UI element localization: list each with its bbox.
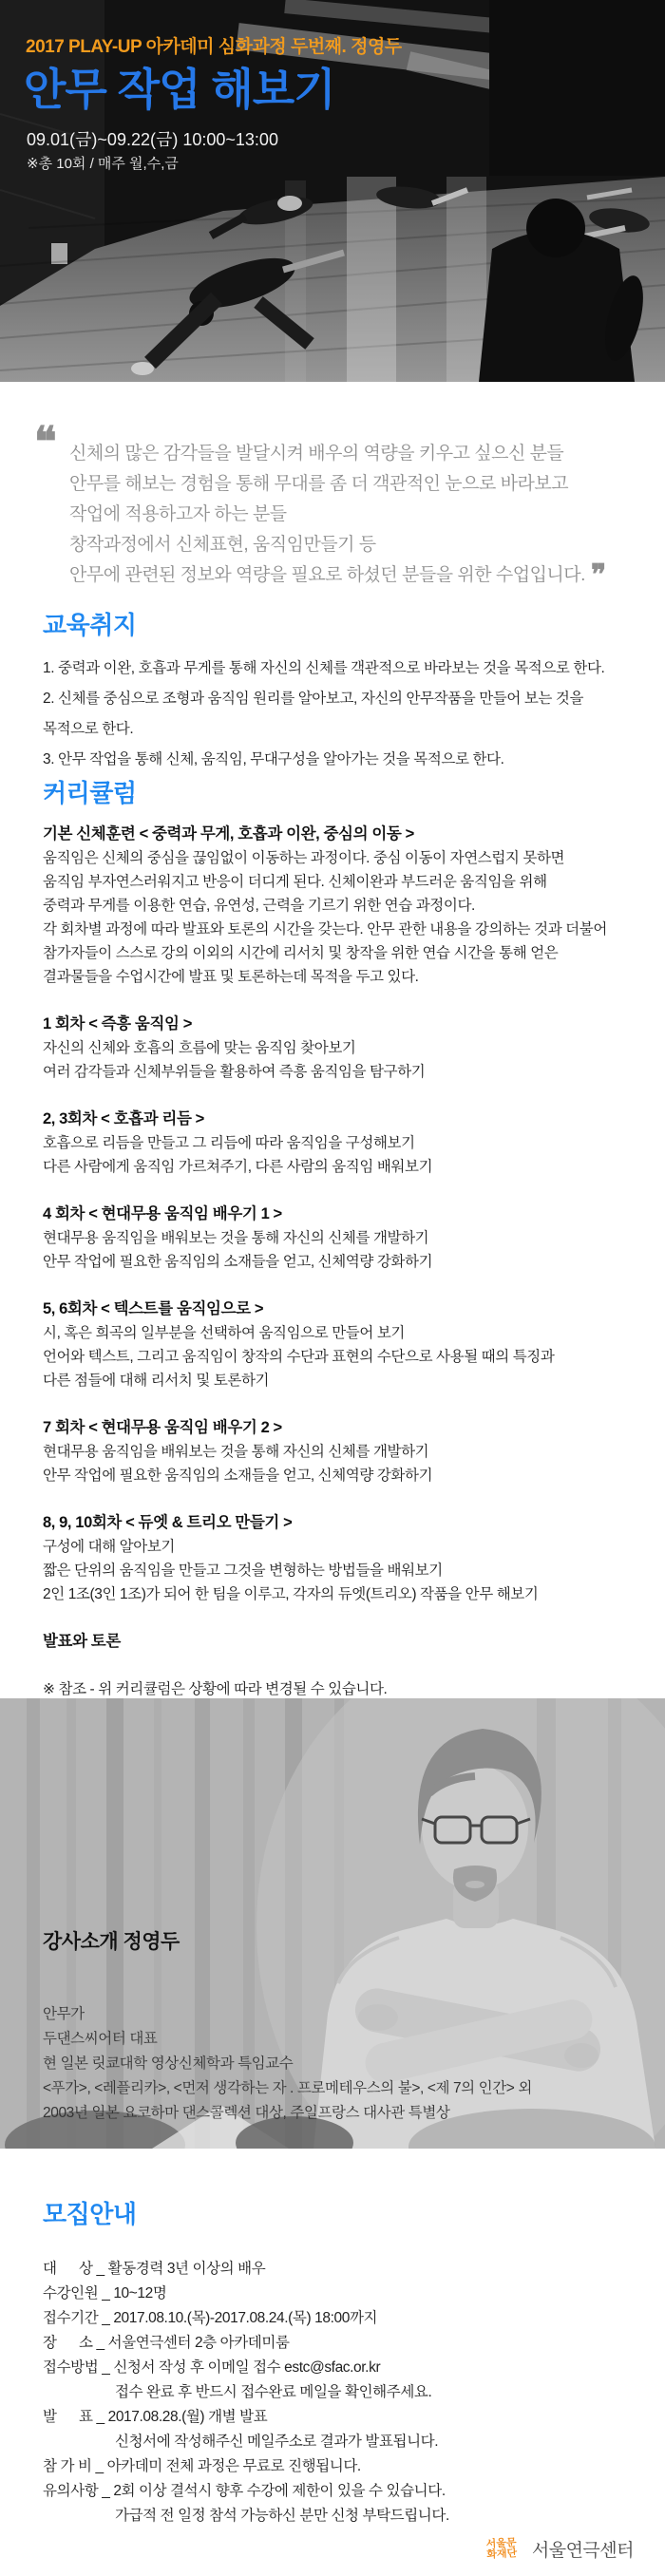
recruit-line: 장 소 _ 서울연극센터 2층 아카데미룸 [43, 2335, 290, 2351]
curriculum-block-title: 1 회차 < 즉흥 움직임 > [43, 1015, 192, 1032]
curriculum-block-title: 4 회차 < 현대무용 움직임 배우기 1 > [43, 1205, 282, 1222]
section-recruit [43, 2200, 641, 2529]
curriculum-block [43, 823, 646, 989]
curriculum-line: 움직임은 신체의 중심을 끊임없이 이동하는 과정이다. 중심 이동이 자연스럽지 못하면 [43, 850, 565, 866]
close-quote-icon: ❞ [590, 559, 606, 592]
open-quote-icon: ❝ [34, 418, 57, 466]
curriculum-line: 중력과 무게를 이용한 연습, 유연성, 근력을 기르기 위한 연습 과정이다. [43, 898, 475, 914]
curriculum-line: 시, 혹은 희곡의 일부분을 선택하여 움직임으로 만들어 보기 [43, 1325, 406, 1341]
header-subtitle: 2017 PLAY-UP 아카데미 심화과정 두번째. 정영두 [26, 37, 402, 57]
instructor-details [43, 2002, 532, 2126]
quote-line [69, 559, 606, 592]
instructor-heading: 강사소개 정영두 [43, 1931, 180, 1953]
footer-center-name: 서울연극센터 [531, 2541, 634, 2561]
quote-line: 안무를 해보는 경험을 통해 무대를 좀 더 객관적인 눈으로 바라보고 [69, 474, 569, 494]
recruit-heading: 모집안내 [43, 2200, 137, 2228]
recruit-line: 유의사항 _ 2회 이상 결석시 향후 수강에 제한이 있을 수 있습니다. [43, 2483, 446, 2499]
instructor-line: 현 일본 릿쿄대학 영상신체학과 특임교수 [43, 2055, 294, 2072]
purpose-line: 2. 신체를 중심으로 조형과 움직임 원리를 알아보고, 자신의 안무작품을 만들어 보는 것을 [43, 691, 584, 707]
curriculum-block [43, 1416, 646, 1487]
curriculum-block [43, 1511, 646, 1606]
curriculum-block [43, 1108, 646, 1179]
quote-line-text: 안무에 관련된 정보와 역량을 필요로 하셨던 분들을 위한 수업입니다. [69, 565, 585, 585]
curriculum-line: 다른 점들에 대해 리서치 및 토론하기 [43, 1373, 270, 1389]
curriculum-block-title: 8, 9, 10회차 < 듀엣 & 트리오 만들기 > [43, 1514, 293, 1531]
recruit-line: 신청서에 작성해주신 메일주소로 결과가 발표됩니다. [115, 2434, 439, 2450]
recruit-line: 대 상 _ 활동경력 3년 이상의 배우 [43, 2261, 266, 2277]
curriculum-line: 현대무용 움직임을 배워보는 것을 통해 자신의 신체를 개발하기 [43, 1230, 429, 1246]
recruit-line: 가급적 전 일정 참석 가능하신 분만 신청 부탁드립니다. [115, 2508, 449, 2524]
curriculum-line: 언어와 텍스트, 그리고 움직임이 창작의 수단과 표현의 수단으로 사용될 때의 특징과 [43, 1349, 555, 1365]
purpose-heading: 교육취지 [43, 611, 137, 639]
purpose-line: 1. 중력과 이완, 호흡과 무게를 통해 자신의 신체를 객관적으로 바라보는 것을 목적으로 한다. [43, 660, 605, 676]
instructor-line: <푸가>, <레플리카>, <먼저 생각하는 자 . 프로메테우스의 불>, <제 7의 인간> 외 [43, 2080, 532, 2096]
curriculum-block [43, 1630, 646, 1654]
schedule-note: ※총 10회 / 매주 월,수,금 [27, 156, 179, 172]
curriculum-line: 움직임 부자연스러워지고 반응이 더디게 된다. 신체이완과 부드러운 움직임을 위해 [43, 874, 547, 890]
section-curriculum [43, 779, 646, 1701]
quote-line: 창작과정에서 신체표현, 움직임만들기 등 [69, 535, 376, 555]
curriculum-line: 안무 작업에 필요한 움직임의 소재들을 얻고, 신체역량 강화하기 [43, 1254, 433, 1270]
curriculum-line: 현대무용 움직임을 배워보는 것을 통해 자신의 신체를 개발하기 [43, 1444, 429, 1460]
recruit-line: 접수 완료 후 반드시 접수완료 메일을 확인해주세요. [115, 2384, 432, 2400]
curriculum-heading: 커리큘럼 [43, 779, 137, 807]
instructor-line: 안무가 [43, 2006, 85, 2022]
curriculum-block-title: 7 회차 < 현대무용 움직임 배우기 2 > [43, 1419, 282, 1436]
curriculum-line: 다른 사람에게 움직임 가르쳐주기, 다른 사람의 움직임 배워보기 [43, 1159, 433, 1175]
curriculum-line: 여러 감각들과 신체부위들을 활용하여 즉흥 움직임을 탐구하기 [43, 1064, 426, 1080]
recruit-line: 발 표 _ 2017.08.28.(월) 개별 발표 [43, 2409, 268, 2425]
curriculum-block [43, 1013, 646, 1084]
curriculum-line: 호흡으로 리듬을 만들고 그 리듬에 따라 움직임을 구성해보기 [43, 1135, 415, 1151]
footer [483, 2536, 634, 2562]
recruit-line: 참 가 비 _ 아카데미 전체 과정은 무료로 진행됩니다. [43, 2458, 361, 2474]
curriculum-line: 각 회차별 과정에 따라 발표와 토론의 시간을 갖는다. 안무 관한 내용을 강의하는 것과 더불어 [43, 921, 607, 938]
recruit-line: 접수방법 _ 신청서 작성 후 이메일 접수 estc@sfac.or.kr [43, 2359, 381, 2376]
curriculum-line: 결과물들을 수업시간에 발표 및 토론하는데 목적을 두고 있다. [43, 969, 419, 985]
purpose-line: 3. 안무 작업을 통해 신체, 움직임, 무대구성을 알아가는 것을 목적으로 한다. [43, 751, 504, 767]
curriculum-line: 안무 작업에 필요한 움직임의 소재들을 얻고, 신체역량 강화하기 [43, 1468, 433, 1484]
curriculum-note: ※ 참조 - 위 커리큘럼은 상황에 따라 변경될 수 있습니다. [43, 1681, 388, 1697]
schedule-text: 09.01(금)~09.22(금) 10:00~13:00 [27, 130, 278, 149]
curriculum-block-title: 2, 3회차 < 호흡과 리듬 > [43, 1110, 204, 1127]
purpose-line: 목적으로 한다. [43, 721, 134, 737]
curriculum-line: 구성에 대해 알아보기 [43, 1539, 175, 1555]
curriculum-block-title: 발표와 토론 [43, 1633, 121, 1650]
section-purpose [43, 611, 641, 775]
curriculum-line: 참가자들이 스스로 강의 이외의 시간에 리서치 및 창작을 위한 연습 시간을 통해 얻은 [43, 945, 559, 961]
curriculum-block [43, 1297, 646, 1392]
quote-line: 작업에 적용하고자 하는 분들 [69, 504, 287, 524]
curriculum-block [43, 1203, 646, 1274]
hero-photo [0, 0, 665, 382]
instructor-line: 2003년 일본 요코하마 댄스콜렉션 대상, 주일프랑스 대사관 특별상 [43, 2105, 450, 2121]
curriculum-line: 2인 1조(3인 1조)가 되어 한 팀을 이루고, 각자의 듀엣(트리오) 작품을 안무 해보기 [43, 1586, 539, 1602]
recruit-line: 수강인원 _ 10~12명 [43, 2285, 167, 2301]
seoul-foundation-logo: 서울문화재단 [485, 2536, 518, 2561]
recruit-line: 접수기간 _ 2017.08.10.(목)-2017.08.24.(목) 18:00까지 [43, 2310, 378, 2326]
quote-line: 신체의 많은 감각들을 발달시켜 배우의 역량을 키우고 싶으신 분들 [69, 444, 564, 464]
curriculum-line: 자신의 신체와 호흡의 흐름에 맞는 움직임 찾아보기 [43, 1040, 356, 1056]
page-title: 안무 작업 해보기 [24, 65, 335, 114]
intro-quote [0, 418, 665, 598]
curriculum-block-title: 기본 신체훈련 < 중력과 무게, 호흡과 이완, 중심의 이동 > [43, 825, 414, 843]
curriculum-line: 짧은 단위의 움직임을 만들고 그것을 변형하는 방법들을 배워보기 [43, 1563, 443, 1579]
instructor-line: 두댄스씨어터 대표 [43, 2031, 158, 2047]
curriculum-block-title: 5, 6회차 < 텍스트를 움직임으로 > [43, 1300, 264, 1317]
